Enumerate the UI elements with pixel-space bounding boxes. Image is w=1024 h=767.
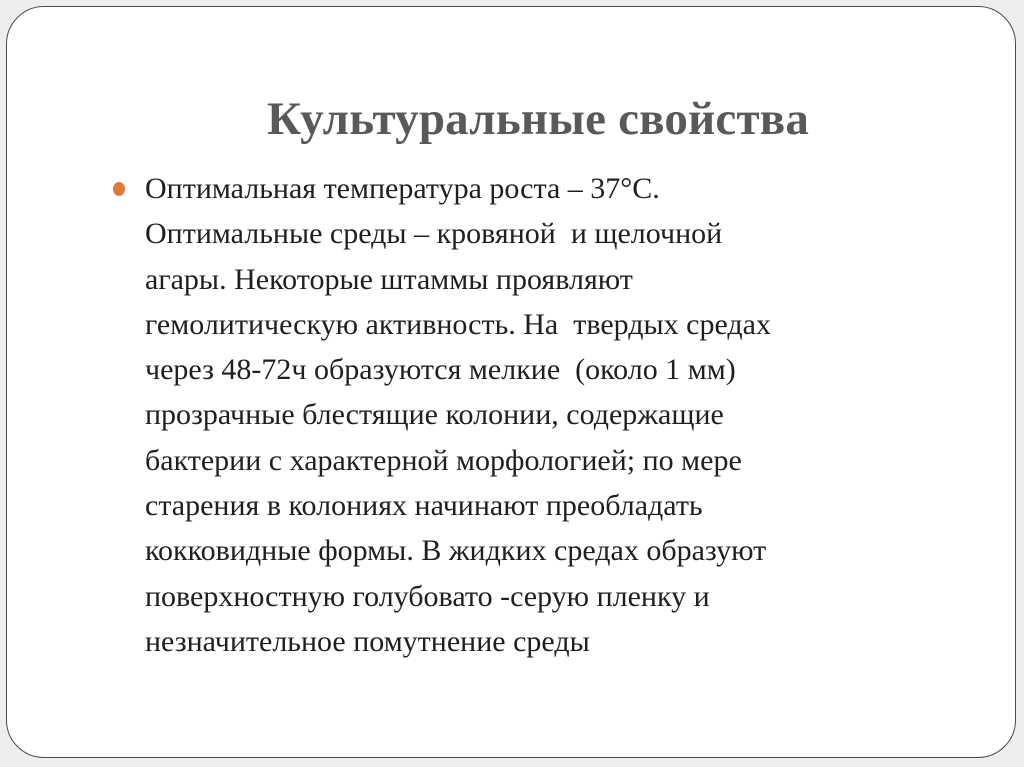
slide-title: Культуральные свойства	[266, 93, 810, 145]
text-line: гемолитическую активность. На твердых средах	[145, 307, 772, 341]
text-line: бактерии с характерной морфологией; по мере	[145, 443, 742, 477]
text-line: кокковидные формы. В жидких средах образуют	[145, 534, 767, 568]
text-line: агары. Некоторые штаммы проявляют	[145, 262, 633, 296]
bullet-dot-icon	[113, 182, 125, 196]
text-line: старения в колониях начинают преобладать	[145, 489, 703, 523]
text-line: прозрачные блестящие колонии, содержащие	[145, 398, 724, 432]
bullet-text	[145, 166, 965, 664]
text-line: Оптимальная температура роста – 37°С.	[145, 172, 660, 205]
text-line: незначительное помутнение среды	[145, 624, 590, 658]
text-line: Оптимальные среды – кровяной и щелочной	[145, 217, 723, 251]
text-line: поверхностную голубовато -серую пленку и	[145, 579, 710, 613]
text-line: через 48-72ч образуются мелкие (около 1 мм)	[145, 353, 736, 387]
